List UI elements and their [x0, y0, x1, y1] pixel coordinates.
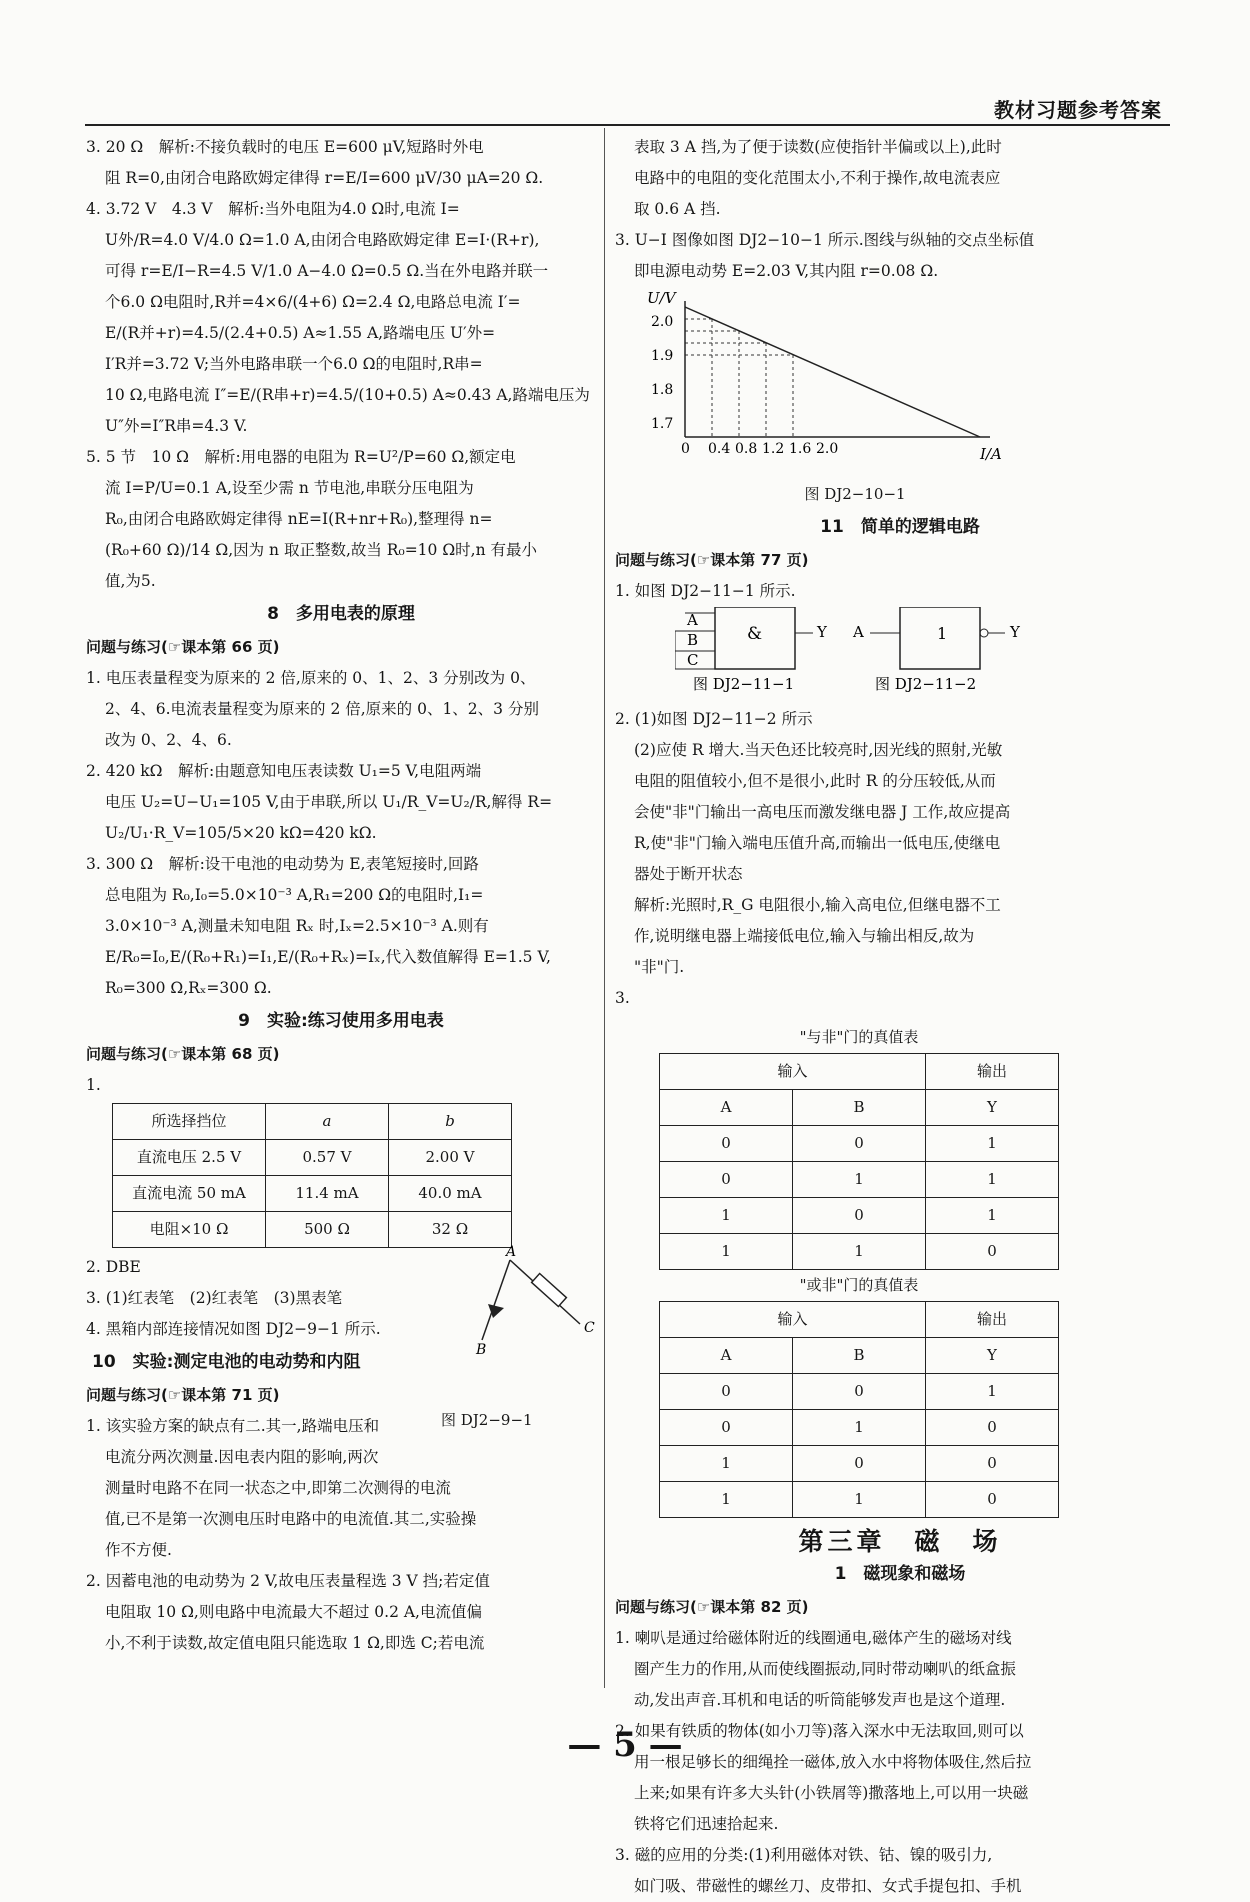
text-line: 作,说明继电器上端接低电位,输入与输出相反,故为	[634, 927, 975, 945]
text-line: 2. 因蓄电池的电动势为 2 V,故电压表量程选 3 V 挡;若定值	[86, 1572, 490, 1590]
table-row	[113, 1176, 512, 1212]
text-line: 测量时电路不在同一状态之中,即第二次测得的电流	[105, 1479, 451, 1497]
text-line: 小,不利于读数,故定值电阻只能选取 1 Ω,即选 C;若电流	[105, 1634, 485, 1652]
column-label: Y	[926, 1090, 1059, 1126]
node-c-label: C	[584, 1320, 595, 1336]
answers-block-rb	[615, 704, 1185, 983]
gate1-input-b: B	[687, 631, 699, 649]
x-tick-label: 0.4	[708, 441, 731, 457]
table-row	[660, 1126, 1059, 1162]
item-number: 3.	[615, 989, 630, 1007]
table-header-row	[113, 1104, 512, 1140]
table-cell: 1	[660, 1482, 793, 1518]
table-cell: 1	[926, 1374, 1059, 1410]
resistor-icon	[532, 1273, 567, 1306]
wire-ab	[482, 1260, 510, 1340]
text-line: 3.0×10⁻³ A,测量未知电阻 Rₓ 时,Iₓ=2.5×10⁻³ A.则有	[105, 917, 489, 935]
chapter-title: 第三章 磁 场	[798, 1527, 1002, 1556]
column-label: B	[793, 1338, 926, 1374]
exercise-ref-11: 问题与练习(☞课本第 77 页)	[615, 551, 809, 569]
table-row	[113, 1212, 512, 1248]
y-tick-label: 1.8	[651, 382, 674, 398]
left-column	[86, 132, 596, 1659]
text-line: 如门吸、带磁性的螺丝刀、皮带扣、女式手提包扣、手机	[634, 1877, 1022, 1895]
text-line: 值,为5.	[105, 572, 156, 590]
table-cell: 直流电流 50 mA	[113, 1176, 266, 1212]
text-line: 10 Ω,电路电流 I″=E/(R串+r)=4.5/(10+0.5) A≈0.43 A,路端电压为	[105, 386, 590, 404]
gate2-input: A	[853, 623, 864, 641]
gate1-output: Y	[817, 623, 827, 641]
text-line: 取 0.6 A 挡.	[634, 200, 721, 218]
text-line: U外/R=4.0 V/4.0 Ω=1.0 A,由闭合电路欧姆定律 E=I·(R+r),	[105, 231, 540, 249]
table-header: a	[266, 1104, 389, 1140]
section-1-title: 1 磁现象和磁场	[834, 1564, 966, 1584]
table-cell: 11.4 mA	[266, 1176, 389, 1212]
text-line: U₂/U₁·R_V=105/5×20 kΩ=420 kΩ.	[105, 824, 377, 842]
table-cell: 1	[926, 1198, 1059, 1234]
table-header-row	[660, 1302, 1059, 1338]
exercise-ref-10: 问题与练习(☞课本第 71 页)	[86, 1386, 280, 1404]
text-line: 电路中的电阻的变化范围太小,不利于操作,故电流表应	[634, 169, 1001, 187]
section-9-title: 9 实验:练习使用多用电表	[238, 1011, 444, 1031]
text-line: 3. U−I 图像如图 DJ2−10−1 所示.图线与纵轴的交点坐标值	[615, 231, 1035, 249]
text-line: "非"门.	[634, 958, 685, 976]
graph-caption: 图 DJ2−10−1	[804, 485, 906, 503]
text-line: 3. 磁的应用的分类:(1)利用磁体对铁、钴、镍的吸引力,	[615, 1846, 993, 1864]
block-d-wrap	[86, 1411, 596, 1659]
nor-table-title: "或非"门的真值表	[799, 1276, 919, 1294]
table-cell: 1	[793, 1410, 926, 1446]
table-cell: 500 Ω	[266, 1212, 389, 1248]
logic-gate-diagrams	[675, 607, 1145, 693]
inputs-header: 输入	[660, 1302, 926, 1338]
output-header: 输出	[926, 1302, 1059, 1338]
column-label: B	[793, 1090, 926, 1126]
table-cell: 0	[926, 1234, 1059, 1270]
text-line: 总电阻为 R₀,I₀=5.0×10⁻³ A,R₁=200 Ω的电阻时,I₁=	[105, 886, 484, 904]
text-line: 2. DBE	[86, 1258, 141, 1276]
text-line: E/(R并+r)=4.5/(2.4+0.5) A≈1.55 A,路端电压 U′外=	[105, 324, 496, 342]
table-row	[660, 1374, 1059, 1410]
text-line: 器处于断开状态	[634, 865, 743, 883]
black-box-diagram	[466, 1242, 596, 1357]
and-gate-symbol: &	[747, 624, 763, 644]
table-header: 所选择挡位	[113, 1104, 266, 1140]
table-subheader-row	[660, 1090, 1059, 1126]
text-line: 动,发出声音.耳机和电话的听筒能够发声也是这个道理.	[634, 1691, 1006, 1709]
text-line: 1. 电压表量程变为原来的 2 倍,原来的 0、1、2、3 分别改为 0、	[86, 669, 536, 687]
x-tick-label: 1.2	[762, 441, 785, 457]
text-line: 电流分两次测量.因电表内阻的影响,两次	[105, 1448, 379, 1466]
gate1-input-a: A	[687, 611, 698, 629]
table-cell: 0	[926, 1446, 1059, 1482]
exercise-ref-8: 问题与练习(☞课本第 66 页)	[86, 638, 280, 656]
not-gate-symbol: 1	[937, 624, 948, 643]
inputs-header: 输入	[660, 1054, 926, 1090]
column-label: A	[660, 1090, 793, 1126]
column-divider	[604, 128, 605, 1688]
text-line: 电阻的阻值较小,但不是很小,此时 R 的分压较低,从而	[634, 772, 996, 790]
gate2-caption: 图 DJ2−11−2	[875, 675, 977, 693]
answer-line: 1. 如图 DJ2−11−1 所示.	[615, 582, 796, 600]
table-cell: 直流电压 2.5 V	[113, 1140, 266, 1176]
table-cell: 32 Ω	[389, 1212, 512, 1248]
table-row	[660, 1446, 1059, 1482]
y-tick-label: 2.0	[651, 314, 674, 330]
text-line: 作不方便.	[105, 1541, 172, 1559]
table-cell: 0	[660, 1374, 793, 1410]
table-subheader-row	[660, 1338, 1059, 1374]
text-line: 会使"非"门输出一高电压而激发继电器 J 工作,故应提高	[634, 803, 1011, 821]
section-8-title: 8 多用电表的原理	[267, 604, 415, 624]
table-header: b	[389, 1104, 512, 1140]
item-number: 1.	[86, 1076, 101, 1094]
text-line: 改为 0、2、4、6.	[105, 731, 232, 749]
text-line: 解析:光照时,R_G 电阻很小,输入高电位,但继电器不工	[634, 896, 1001, 914]
section-11-title: 11 简单的逻辑电路	[820, 517, 980, 537]
text-line: 表取 3 A 挡,为了便于读数(应使指针半偏或以上),此时	[634, 138, 1002, 156]
text-line: 电压 U₂=U−U₁=105 V,由于串联,所以 U₁/R_V=U₂/R,解得 R=	[105, 793, 553, 811]
text-line: 值,已不是第一次测电压时电路中的电流值.其二,实验操	[105, 1510, 477, 1528]
gate1-input-c: C	[687, 651, 699, 669]
nand-truth-table	[659, 1053, 1059, 1270]
answers-block-d	[86, 1411, 596, 1659]
text-line: I′R并=3.72 V;当外电路串联一个6.0 Ω的电阻时,R串=	[105, 355, 483, 373]
node-b-label: B	[476, 1342, 487, 1357]
text-line: 4. 黑箱内部连接情况如图 DJ2−9−1 所示.	[86, 1320, 381, 1338]
inverter-bubble-icon	[980, 629, 988, 637]
y-tick-label: 1.7	[651, 416, 674, 432]
text-line: 3. 20 Ω 解析:不接负载时的电压 E=600 μV,短路时外电	[86, 138, 484, 156]
table-cell: 1	[926, 1162, 1059, 1198]
text-line: 5. 5 节 10 Ω 解析:用电器的电阻为 R=U²/P=60 Ω,额定电	[86, 448, 516, 466]
text-line: U″外=I″R串=4.3 V.	[105, 417, 248, 435]
text-line: 4. 3.72 V 4.3 V 解析:当外电阻为4.0 Ω时,电流 I=	[86, 200, 460, 218]
text-line: (2)应使 R 增大.当天色还比较亮时,因光线的照射,光敏	[634, 741, 1003, 759]
table-row	[113, 1140, 512, 1176]
answers-block-ra	[615, 132, 1185, 287]
table-row	[660, 1410, 1059, 1446]
table-cell: 0	[793, 1198, 926, 1234]
table-cell: 0	[660, 1410, 793, 1446]
text-line: 流 I=P/U=0.1 A,设至少需 n 节电池,串联分压电阻为	[105, 479, 474, 497]
multimeter-table	[112, 1103, 512, 1248]
table-cell: 40.0 mA	[389, 1176, 512, 1212]
right-column	[615, 132, 1185, 1902]
x-tick-label: 1.6	[789, 441, 812, 457]
table-row	[660, 1482, 1059, 1518]
table-cell: 0	[793, 1126, 926, 1162]
section-10-title: 10 实验:测定电池的电动势和内阻	[92, 1352, 361, 1372]
x-tick-label: 0.8	[735, 441, 758, 457]
x-tick-label: 2.0	[816, 441, 839, 457]
table-cell: 1	[793, 1482, 926, 1518]
table-header-row	[660, 1054, 1059, 1090]
table-cell: 0.57 V	[266, 1140, 389, 1176]
text-line: R,使"非"门输入端电压值升高,而输出一低电压,使继电	[634, 834, 1001, 852]
nand-table-title: "与非"门的真值表	[799, 1028, 919, 1046]
text-line: E/R₀=I₀,E/(R₀+R₁)=I₁,E/(R₀+Rₓ)=Iₓ,代入数值解得 E=1.5 V,	[105, 948, 551, 966]
exercise-ref-1: 问题与练习(☞课本第 82 页)	[615, 1598, 809, 1616]
text-line: 2. (1)如图 DJ2−11−2 所示	[615, 710, 813, 728]
text-line: 铁将它们迅速拾起来.	[634, 1815, 779, 1833]
nor-truth-table	[659, 1301, 1059, 1518]
u-i-line	[685, 307, 980, 437]
text-line: 上来;如果有许多大头针(小铁屑等)撒落地上,可以用一块磁	[634, 1784, 1029, 1802]
header-title: 教材习题参考答案	[994, 98, 1162, 122]
text-line: 3. (1)红表笔 (2)红表笔 (3)黑表笔	[86, 1289, 343, 1307]
table-row	[660, 1198, 1059, 1234]
text-line: 圈产生力的作用,从而使线圈振动,同时带动喇叭的纸盒振	[634, 1660, 1016, 1678]
table-cell: 1	[926, 1126, 1059, 1162]
table-cell: 0	[926, 1410, 1059, 1446]
text-line: 用一根足够长的细绳拴一磁体,放入水中将物体吸住,然后拉	[634, 1753, 1032, 1771]
answers-block-b	[86, 663, 596, 1004]
table-cell: 0	[793, 1446, 926, 1482]
text-line: 2. 如果有铁质的物体(如小刀等)落入深水中无法取回,则可以	[615, 1722, 1024, 1740]
table-cell: 1	[660, 1198, 793, 1234]
text-line: R₀,由闭合电路欧姆定律得 nE=I(R+nr+R₀),整理得 n=	[105, 510, 493, 528]
block-c-wrap	[86, 1244, 596, 1357]
text-line: 1. 该实验方案的缺点有二.其一,路端电压和	[86, 1417, 380, 1435]
output-header: 输出	[926, 1054, 1059, 1090]
table-cell: 0	[926, 1482, 1059, 1518]
figure-caption: 图 DJ2−9−1	[441, 1411, 533, 1429]
text-line: (R₀+60 Ω)/14 Ω,因为 n 取正整数,故当 R₀=10 Ω时,n 有最小	[105, 541, 538, 559]
text-line: 个6.0 Ω电阻时,R并=4×6/(4+6) Ω=2.4 Ω,电路总电流 I′=	[105, 293, 521, 311]
table-cell: 0	[793, 1374, 926, 1410]
table-row	[660, 1234, 1059, 1270]
column-label: A	[660, 1338, 793, 1374]
y-tick-label: 1.9	[651, 348, 674, 364]
table-cell: 1	[793, 1162, 926, 1198]
text-line: 即电源电动势 E=2.03 V,其内阻 r=0.08 Ω.	[634, 262, 939, 280]
gate2-output: Y	[1010, 623, 1020, 641]
gate1-caption: 图 DJ2−11−1	[693, 675, 795, 693]
text-line: 3. 300 Ω 解析:设干电池的电动势为 E,表笔短接时,回路	[86, 855, 479, 873]
exercise-ref-9: 问题与练习(☞课本第 68 页)	[86, 1045, 280, 1063]
column-label: Y	[926, 1338, 1059, 1374]
node-a-label: A	[506, 1244, 517, 1260]
table-cell: 2.00 V	[389, 1140, 512, 1176]
text-line: 阻 R=0,由闭合电路欧姆定律得 r=E/I=600 μV/30 μA=20 Ω.	[105, 169, 544, 187]
table-cell: 1	[660, 1446, 793, 1482]
table-row	[660, 1162, 1059, 1198]
text-line: 2. 420 kΩ 解析:由题意知电压表读数 U₁=5 V,电阻两端	[86, 762, 482, 780]
text-line: R₀=300 Ω,Rₓ=300 Ω.	[105, 979, 272, 997]
y-axis-label: U/V	[647, 289, 676, 307]
answers-block-a	[86, 132, 596, 597]
table-cell: 0	[660, 1162, 793, 1198]
x-tick-label: 0	[681, 441, 690, 457]
text-line: 电阻取 10 Ω,则电路中电流最大不超过 0.2 A,电流值偏	[105, 1603, 482, 1621]
table-cell: 电阻×10 Ω	[113, 1212, 266, 1248]
x-axis-label: I/A	[980, 445, 1002, 463]
table-cell: 1	[660, 1234, 793, 1270]
text-line: 1. 喇叭是通过给磁体附近的线圈通电,磁体产生的磁场对线	[615, 1629, 1012, 1647]
table-cell: 1	[793, 1234, 926, 1270]
u-i-graph	[645, 287, 1065, 472]
text-line: 可得 r=E/I−R=4.5 V/1.0 A−4.0 Ω=0.5 Ω.当在外电路并联一	[105, 262, 549, 280]
page-header	[85, 90, 1170, 126]
text-line: 2、4、6.电流表量程变为原来的 2 倍,原来的 0、1、2、3 分别	[105, 700, 539, 718]
table-cell: 0	[660, 1126, 793, 1162]
page-number: — 5 —	[567, 1725, 683, 1765]
